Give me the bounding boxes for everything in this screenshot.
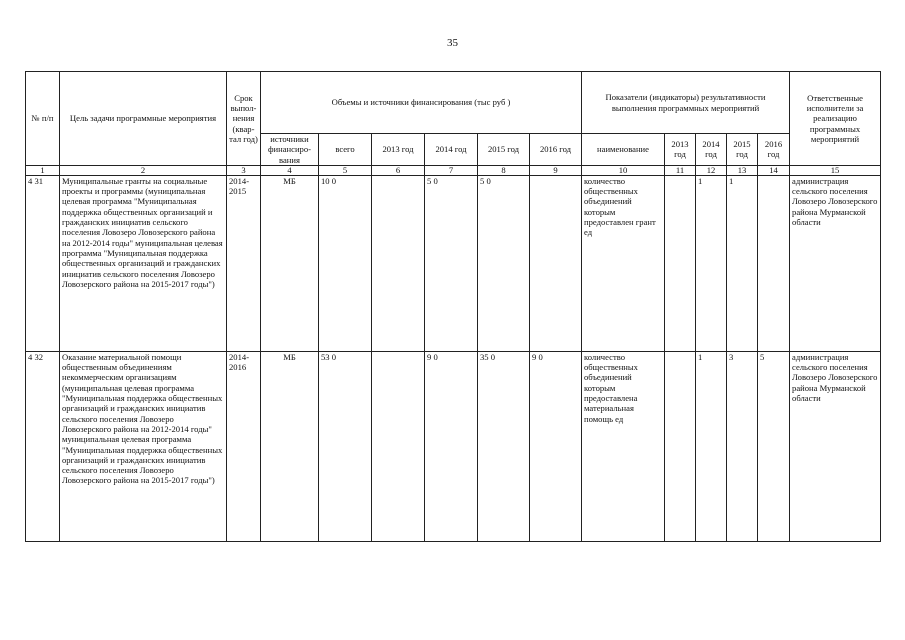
row-2016	[530, 175, 582, 351]
row-term: 2014- 2015	[227, 175, 261, 351]
row-ind-2013	[665, 175, 696, 351]
program-activities-table	[25, 71, 881, 542]
row-ind-2015: 1	[727, 175, 758, 351]
header-ind-2014: 2014 год	[696, 134, 727, 166]
header-ind-2015: 2015 год	[727, 134, 758, 166]
row-total: 53 0	[319, 351, 372, 541]
row-2014: 5 0	[425, 175, 478, 351]
row-ind-2013	[665, 351, 696, 541]
row-2015: 35 0	[478, 351, 530, 541]
header-num: № п/п	[26, 72, 60, 166]
header-term: Срок выпол-нения (квар-тал год)	[227, 72, 261, 166]
column-number: 12	[696, 165, 727, 175]
header-goal: Цель задачи программные мероприятия	[60, 72, 227, 166]
row-responsible: администрация сельского поселения Ловозеро Ловозерского района Мурманской области	[790, 351, 881, 541]
row-indicator-name: количество общественных объединений которым предоставлен грант ед	[582, 175, 665, 351]
header-2015: 2015 год	[478, 134, 530, 166]
column-numbers-row	[26, 165, 881, 175]
header-ind-2016: 2016 год	[758, 134, 790, 166]
row-term: 2014- 2016	[227, 351, 261, 541]
row-2014: 9 0	[425, 351, 478, 541]
header-source: источники финансиро-вания	[261, 134, 319, 166]
header-indicator-name: наименование	[582, 134, 665, 166]
column-number: 15	[790, 165, 881, 175]
column-number: 5	[319, 165, 372, 175]
header-indicators-group: Показатели (индикаторы) результативности выполнения программных мероприятий	[582, 72, 790, 134]
column-number: 9	[530, 165, 582, 175]
row-goal: Оказание материальной помощи общественным объединениям некоммерческим организациям (муниципальная целевая программа "Муниципальная поддержка общественных организаций и гражданских инициатив сельского поселения Ловозеро Ловозерского района на 2012-2014 годы" муниципальная целевая программа "Муниципальная поддержка общественных организаций и гражданских инициатив сельского поселения Ловозеро Ловозерского района на 2015-2017 годы")	[60, 351, 227, 541]
header-ind-2013: 2013 год	[665, 134, 696, 166]
row-source: МБ	[261, 351, 319, 541]
header-total: всего	[319, 134, 372, 166]
row-2015: 5 0	[478, 175, 530, 351]
header-2016: 2016 год	[530, 134, 582, 166]
column-number: 6	[372, 165, 425, 175]
header-responsible: Ответственные исполнители за реализацию программных мероприятий	[790, 72, 881, 166]
column-number: 13	[727, 165, 758, 175]
column-number: 7	[425, 165, 478, 175]
column-number: 14	[758, 165, 790, 175]
column-number: 3	[227, 165, 261, 175]
row-ind-2014: 1	[696, 351, 727, 541]
column-number: 11	[665, 165, 696, 175]
column-number: 2	[60, 165, 227, 175]
column-number: 4	[261, 165, 319, 175]
row-total: 10 0	[319, 175, 372, 351]
row-responsible: администрация сельского поселения Ловозеро Ловозерского района Мурманской области	[790, 175, 881, 351]
row-number: 4 32	[26, 351, 60, 541]
row-2016: 9 0	[530, 351, 582, 541]
header-funding-group: Объемы и источники финансирования (тыс руб )	[261, 72, 582, 134]
header-2014: 2014 год	[425, 134, 478, 166]
row-source: МБ	[261, 175, 319, 351]
column-number: 1	[26, 165, 60, 175]
row-number: 4 31	[26, 175, 60, 351]
row-ind-2015: 3	[727, 351, 758, 541]
column-number: 8	[478, 165, 530, 175]
row-indicator-name: количество общественных объединений которым предоставлена материальная помощь ед	[582, 351, 665, 541]
column-number: 10	[582, 165, 665, 175]
row-2013	[372, 351, 425, 541]
table-row	[26, 351, 881, 541]
row-ind-2016: 5	[758, 351, 790, 541]
row-2013	[372, 175, 425, 351]
row-goal: Муниципальные гранты на социальные проекты и программы (муниципальная целевая программа "Муниципальная поддержка общественных организаций и гражданских инициатив сельского поселения Ловозеро Ловозерского района на 2012-2014 годы" муниципальная целевая программа "Муниципальная поддержка общественных организаций и гражданских инициатив сельского поселения Ловозеро Ловозерского района на 2015-2017 годы")	[60, 175, 227, 351]
row-ind-2014: 1	[696, 175, 727, 351]
table-row	[26, 175, 881, 351]
row-ind-2016	[758, 175, 790, 351]
header-2013: 2013 год	[372, 134, 425, 166]
page-number: 35	[447, 37, 458, 49]
header-row-1	[26, 72, 881, 134]
